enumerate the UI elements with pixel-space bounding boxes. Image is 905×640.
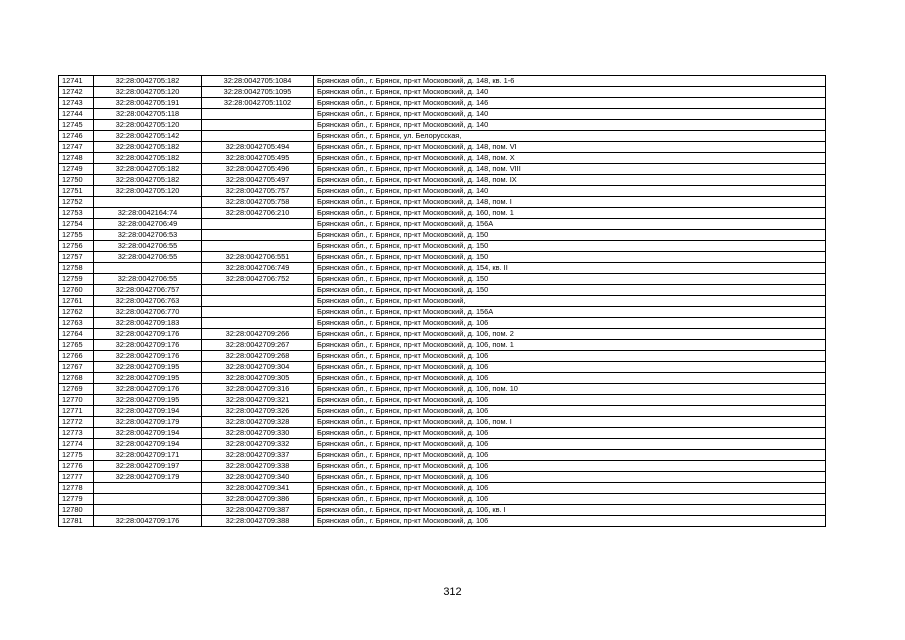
address-cell: Брянская обл., г. Брянск, пр-кт Московский, д. 150 [314,252,826,263]
address-cell: Брянская обл., г. Брянск, пр-кт Московский, д. 148, пом. I [314,197,826,208]
parent-cadastral-number-cell: 32:28:0042705:191 [94,98,202,109]
cadastral-number-cell: 32:28:0042709:386 [202,494,314,505]
row-number-cell: 12754 [59,219,94,230]
parent-cadastral-number-cell: 32:28:0042709:176 [94,516,202,527]
parent-cadastral-number-cell: 32:28:0042709:197 [94,461,202,472]
address-cell: Брянская обл., г. Брянск, пр-кт Московский, д. 148, пом. IX [314,175,826,186]
row-number-cell: 12768 [59,373,94,384]
table-row [59,362,826,373]
parent-cadastral-number-cell: 32:28:0042706:49 [94,219,202,230]
address-cell: Брянская обл., г. Брянск, пр-кт Московский, д. 106, пом. 1 [314,340,826,351]
address-cell: Брянская обл., г. Брянск, пр-кт Московский, д. 150 [314,285,826,296]
parent-cadastral-number-cell: 32:28:0042705:182 [94,164,202,175]
parent-cadastral-number-cell [94,483,202,494]
address-cell: Брянская обл., г. Брянск, пр-кт Московский, д. 154, кв. II [314,263,826,274]
parent-cadastral-number-cell: 32:28:0042709:179 [94,417,202,428]
parent-cadastral-number-cell: 32:28:0042709:183 [94,318,202,329]
table-row [59,87,826,98]
table-row [59,505,826,516]
row-number-cell: 12750 [59,175,94,186]
table-row [59,428,826,439]
parent-cadastral-number-cell: 32:28:0042705:120 [94,186,202,197]
table-row [59,516,826,527]
cadastral-number-cell: 32:28:0042709:337 [202,450,314,461]
row-number-cell: 12775 [59,450,94,461]
address-cell: Брянская обл., г. Брянск, пр-кт Московский, д. 106 [314,516,826,527]
parent-cadastral-number-cell: 32:28:0042706:55 [94,252,202,263]
row-number-cell: 12753 [59,208,94,219]
table-row [59,417,826,428]
address-cell: Брянская обл., г. Брянск, пр-кт Московский, д. 106 [314,395,826,406]
table-row [59,373,826,384]
address-cell: Брянская обл., г. Брянск, пр-кт Московский, д. 106 [314,472,826,483]
table-row [59,296,826,307]
parent-cadastral-number-cell [94,494,202,505]
register-table-body [59,76,826,527]
cadastral-number-cell [202,219,314,230]
row-number-cell: 12781 [59,516,94,527]
cadastral-number-cell [202,307,314,318]
parent-cadastral-number-cell: 32:28:0042705:120 [94,87,202,98]
row-number-cell: 12763 [59,318,94,329]
table-row [59,131,826,142]
row-number-cell: 12744 [59,109,94,120]
cadastral-number-cell [202,285,314,296]
row-number-cell: 12748 [59,153,94,164]
table-row [59,197,826,208]
parent-cadastral-number-cell: 32:28:0042709:176 [94,384,202,395]
table-row [59,329,826,340]
row-number-cell: 12769 [59,384,94,395]
address-cell: Брянская обл., г. Брянск, пр-кт Московский, д. 106 [314,450,826,461]
address-cell: Брянская обл., г. Брянск, пр-кт Московский, д. 106 [314,373,826,384]
address-cell: Брянская обл., г. Брянск, пр-кт Московский, д. 106 [314,318,826,329]
address-cell: Брянская обл., г. Брянск, пр-кт Московский, д. 106, кв. I [314,505,826,516]
parent-cadastral-number-cell: 32:28:0042706:757 [94,285,202,296]
address-cell: Брянская обл., г. Брянск, пр-кт Московский, д. 106, пом. I [314,417,826,428]
cadastral-number-cell: 32:28:0042705:497 [202,175,314,186]
address-cell: Брянская обл., г. Брянск, пр-кт Московский, д. 106 [314,428,826,439]
cadastral-number-cell [202,318,314,329]
address-cell: Брянская обл., г. Брянск, пр-кт Московский, д. 146 [314,98,826,109]
table-row [59,175,826,186]
table-row [59,252,826,263]
address-cell: Брянская обл., г. Брянск, пр-кт Московский, д. 106 [314,351,826,362]
cadastral-number-cell: 32:28:0042709:332 [202,439,314,450]
table-row [59,263,826,274]
parent-cadastral-number-cell: 32:28:0042706:53 [94,230,202,241]
parent-cadastral-number-cell: 32:28:0042709:195 [94,362,202,373]
table-row [59,76,826,87]
address-cell: Брянская обл., г. Брянск, пр-кт Московский, д. 156А [314,307,826,318]
address-cell: Брянская обл., г. Брянск, пр-кт Московский, д. 148, пом. X [314,153,826,164]
cadastral-number-cell: 32:28:0042709:387 [202,505,314,516]
cadastral-number-cell: 32:28:0042709:330 [202,428,314,439]
parent-cadastral-number-cell: 32:28:0042709:194 [94,439,202,450]
address-cell: Брянская обл., г. Брянск, пр-кт Московский, д. 106, пом. 10 [314,384,826,395]
row-number-cell: 12777 [59,472,94,483]
parent-cadastral-number-cell: 32:28:0042709:171 [94,450,202,461]
parent-cadastral-number-cell: 32:28:0042709:195 [94,373,202,384]
parent-cadastral-number-cell: 32:28:0042709:176 [94,329,202,340]
cadastral-number-cell: 32:28:0042709:326 [202,406,314,417]
parent-cadastral-number-cell: 32:28:0042705:142 [94,131,202,142]
table-row [59,340,826,351]
parent-cadastral-number-cell: 32:28:0042164:74 [94,208,202,219]
row-number-cell: 12757 [59,252,94,263]
row-number-cell: 12762 [59,307,94,318]
cadastral-number-cell: 32:28:0042709:267 [202,340,314,351]
table-row [59,395,826,406]
address-cell: Брянская обл., г. Брянск, пр-кт Московский, д. 106 [314,461,826,472]
parent-cadastral-number-cell: 32:28:0042705:182 [94,142,202,153]
table-row [59,241,826,252]
address-cell: Брянская обл., г. Брянск, пр-кт Московский, д. 150 [314,241,826,252]
cadastral-number-cell [202,120,314,131]
row-number-cell: 12765 [59,340,94,351]
cadastral-number-cell: 32:28:0042709:266 [202,329,314,340]
row-number-cell: 12755 [59,230,94,241]
table-row [59,153,826,164]
table-row [59,483,826,494]
cadastral-number-cell [202,241,314,252]
table-row [59,230,826,241]
row-number-cell: 12752 [59,197,94,208]
parent-cadastral-number-cell: 32:28:0042709:179 [94,472,202,483]
row-number-cell: 12771 [59,406,94,417]
cadastral-number-cell: 32:28:0042709:304 [202,362,314,373]
table-row [59,384,826,395]
parent-cadastral-number-cell: 32:28:0042706:55 [94,274,202,285]
cadastral-number-cell: 32:28:0042705:1095 [202,87,314,98]
row-number-cell: 12759 [59,274,94,285]
table-row [59,120,826,131]
cadastral-number-cell [202,131,314,142]
row-number-cell: 12743 [59,98,94,109]
address-cell: Брянская обл., г. Брянск, пр-кт Московский, д. 106 [314,483,826,494]
table-row [59,461,826,472]
row-number-cell: 12778 [59,483,94,494]
cadastral-number-cell: 32:28:0042705:494 [202,142,314,153]
cadastral-number-cell: 32:28:0042705:1084 [202,76,314,87]
row-number-cell: 12756 [59,241,94,252]
table-row [59,142,826,153]
address-cell: Брянская обл., г. Брянск, пр-кт Московский, д. 150 [314,230,826,241]
cadastral-number-cell: 32:28:0042709:338 [202,461,314,472]
row-number-cell: 12773 [59,428,94,439]
parent-cadastral-number-cell: 32:28:0042705:182 [94,175,202,186]
cadastral-number-cell: 32:28:0042705:757 [202,186,314,197]
table-row [59,164,826,175]
parent-cadastral-number-cell [94,197,202,208]
parent-cadastral-number-cell: 32:28:0042709:194 [94,406,202,417]
table-row [59,109,826,120]
register-table [58,75,826,527]
row-number-cell: 12741 [59,76,94,87]
row-number-cell: 12742 [59,87,94,98]
table-row [59,318,826,329]
address-cell: Брянская обл., г. Брянск, пр-кт Московский, [314,296,826,307]
row-number-cell: 12761 [59,296,94,307]
address-cell: Брянская обл., г. Брянск, пр-кт Московский, д. 148, пом. VIII [314,164,826,175]
address-cell: Брянская обл., г. Брянск, пр-кт Московский, д. 140 [314,186,826,197]
row-number-cell: 12751 [59,186,94,197]
address-cell: Брянская обл., г. Брянск, пр-кт Московский, д. 150 [314,274,826,285]
cadastral-number-cell: 32:28:0042709:268 [202,351,314,362]
row-number-cell: 12767 [59,362,94,373]
cadastral-number-cell: 32:28:0042705:495 [202,153,314,164]
cadastral-number-cell: 32:28:0042706:210 [202,208,314,219]
address-cell: Брянская обл., г. Брянск, пр-кт Московский, д. 160, пом. 1 [314,208,826,219]
parent-cadastral-number-cell: 32:28:0042705:118 [94,109,202,120]
parent-cadastral-number-cell: 32:28:0042706:55 [94,241,202,252]
cadastral-number-cell: 32:28:0042709:388 [202,516,314,527]
address-cell: Брянская обл., г. Брянск, пр-кт Московский, д. 148, пом. VI [314,142,826,153]
table-row [59,406,826,417]
address-cell: Брянская обл., г. Брянск, пр-кт Московский, д. 106 [314,406,826,417]
cadastral-number-cell: 32:28:0042706:749 [202,263,314,274]
parent-cadastral-number-cell [94,263,202,274]
address-cell: Брянская обл., г. Брянск, пр-кт Московский, д. 106 [314,439,826,450]
cadastral-number-cell: 32:28:0042709:321 [202,395,314,406]
parent-cadastral-number-cell [94,505,202,516]
row-number-cell: 12749 [59,164,94,175]
table-row [59,98,826,109]
cadastral-number-cell: 32:28:0042709:341 [202,483,314,494]
parent-cadastral-number-cell: 32:28:0042709:194 [94,428,202,439]
parent-cadastral-number-cell: 32:28:0042705:182 [94,76,202,87]
parent-cadastral-number-cell: 32:28:0042709:195 [94,395,202,406]
table-row [59,186,826,197]
parent-cadastral-number-cell: 32:28:0042706:763 [94,296,202,307]
cadastral-number-cell [202,109,314,120]
parent-cadastral-number-cell: 32:28:0042709:176 [94,340,202,351]
row-number-cell: 12760 [59,285,94,296]
table-row [59,472,826,483]
address-cell: Брянская обл., г. Брянск, пр-кт Московский, д. 140 [314,87,826,98]
row-number-cell: 12774 [59,439,94,450]
row-number-cell: 12764 [59,329,94,340]
row-number-cell: 12780 [59,505,94,516]
table-row [59,208,826,219]
table-row [59,439,826,450]
address-cell: Брянская обл., г. Брянск, пр-кт Московский, д. 148, кв. 1-6 [314,76,826,87]
cadastral-number-cell [202,296,314,307]
table-row [59,274,826,285]
table-row [59,307,826,318]
cadastral-number-cell: 32:28:0042706:752 [202,274,314,285]
table-row [59,285,826,296]
row-number-cell: 12770 [59,395,94,406]
cadastral-number-cell: 32:28:0042709:340 [202,472,314,483]
address-cell: Брянская обл., г. Брянск, пр-кт Московский, д. 106 [314,362,826,373]
row-number-cell: 12779 [59,494,94,505]
table-row [59,494,826,505]
row-number-cell: 12772 [59,417,94,428]
cadastral-number-cell: 32:28:0042705:496 [202,164,314,175]
row-number-cell: 12747 [59,142,94,153]
row-number-cell: 12776 [59,461,94,472]
parent-cadastral-number-cell: 32:28:0042705:120 [94,120,202,131]
table-row [59,450,826,461]
address-cell: Брянская обл., г. Брянск, пр-кт Московский, д. 140 [314,109,826,120]
cadastral-number-cell: 32:28:0042709:305 [202,373,314,384]
cadastral-number-cell: 32:28:0042705:758 [202,197,314,208]
address-cell: Брянская обл., г. Брянск, пр-кт Московский, д. 106, пом. 2 [314,329,826,340]
parent-cadastral-number-cell: 32:28:0042705:182 [94,153,202,164]
table-row [59,351,826,362]
cadastral-number-cell [202,230,314,241]
parent-cadastral-number-cell: 32:28:0042706:770 [94,307,202,318]
cadastral-number-cell: 32:28:0042706:551 [202,252,314,263]
row-number-cell: 12745 [59,120,94,131]
row-number-cell: 12746 [59,131,94,142]
cadastral-number-cell: 32:28:0042709:316 [202,384,314,395]
address-cell: Брянская обл., г. Брянск, ул. Белорусская, [314,131,826,142]
cadastral-number-cell: 32:28:0042709:328 [202,417,314,428]
row-number-cell: 12758 [59,263,94,274]
parent-cadastral-number-cell: 32:28:0042709:176 [94,351,202,362]
address-cell: Брянская обл., г. Брянск, пр-кт Московский, д. 156А [314,219,826,230]
table-row [59,219,826,230]
row-number-cell: 12766 [59,351,94,362]
address-cell: Брянская обл., г. Брянск, пр-кт Московский, д. 140 [314,120,826,131]
page-number: 312 [443,586,462,598]
address-cell: Брянская обл., г. Брянск, пр-кт Московский, д. 106 [314,494,826,505]
cadastral-number-cell: 32:28:0042705:1102 [202,98,314,109]
